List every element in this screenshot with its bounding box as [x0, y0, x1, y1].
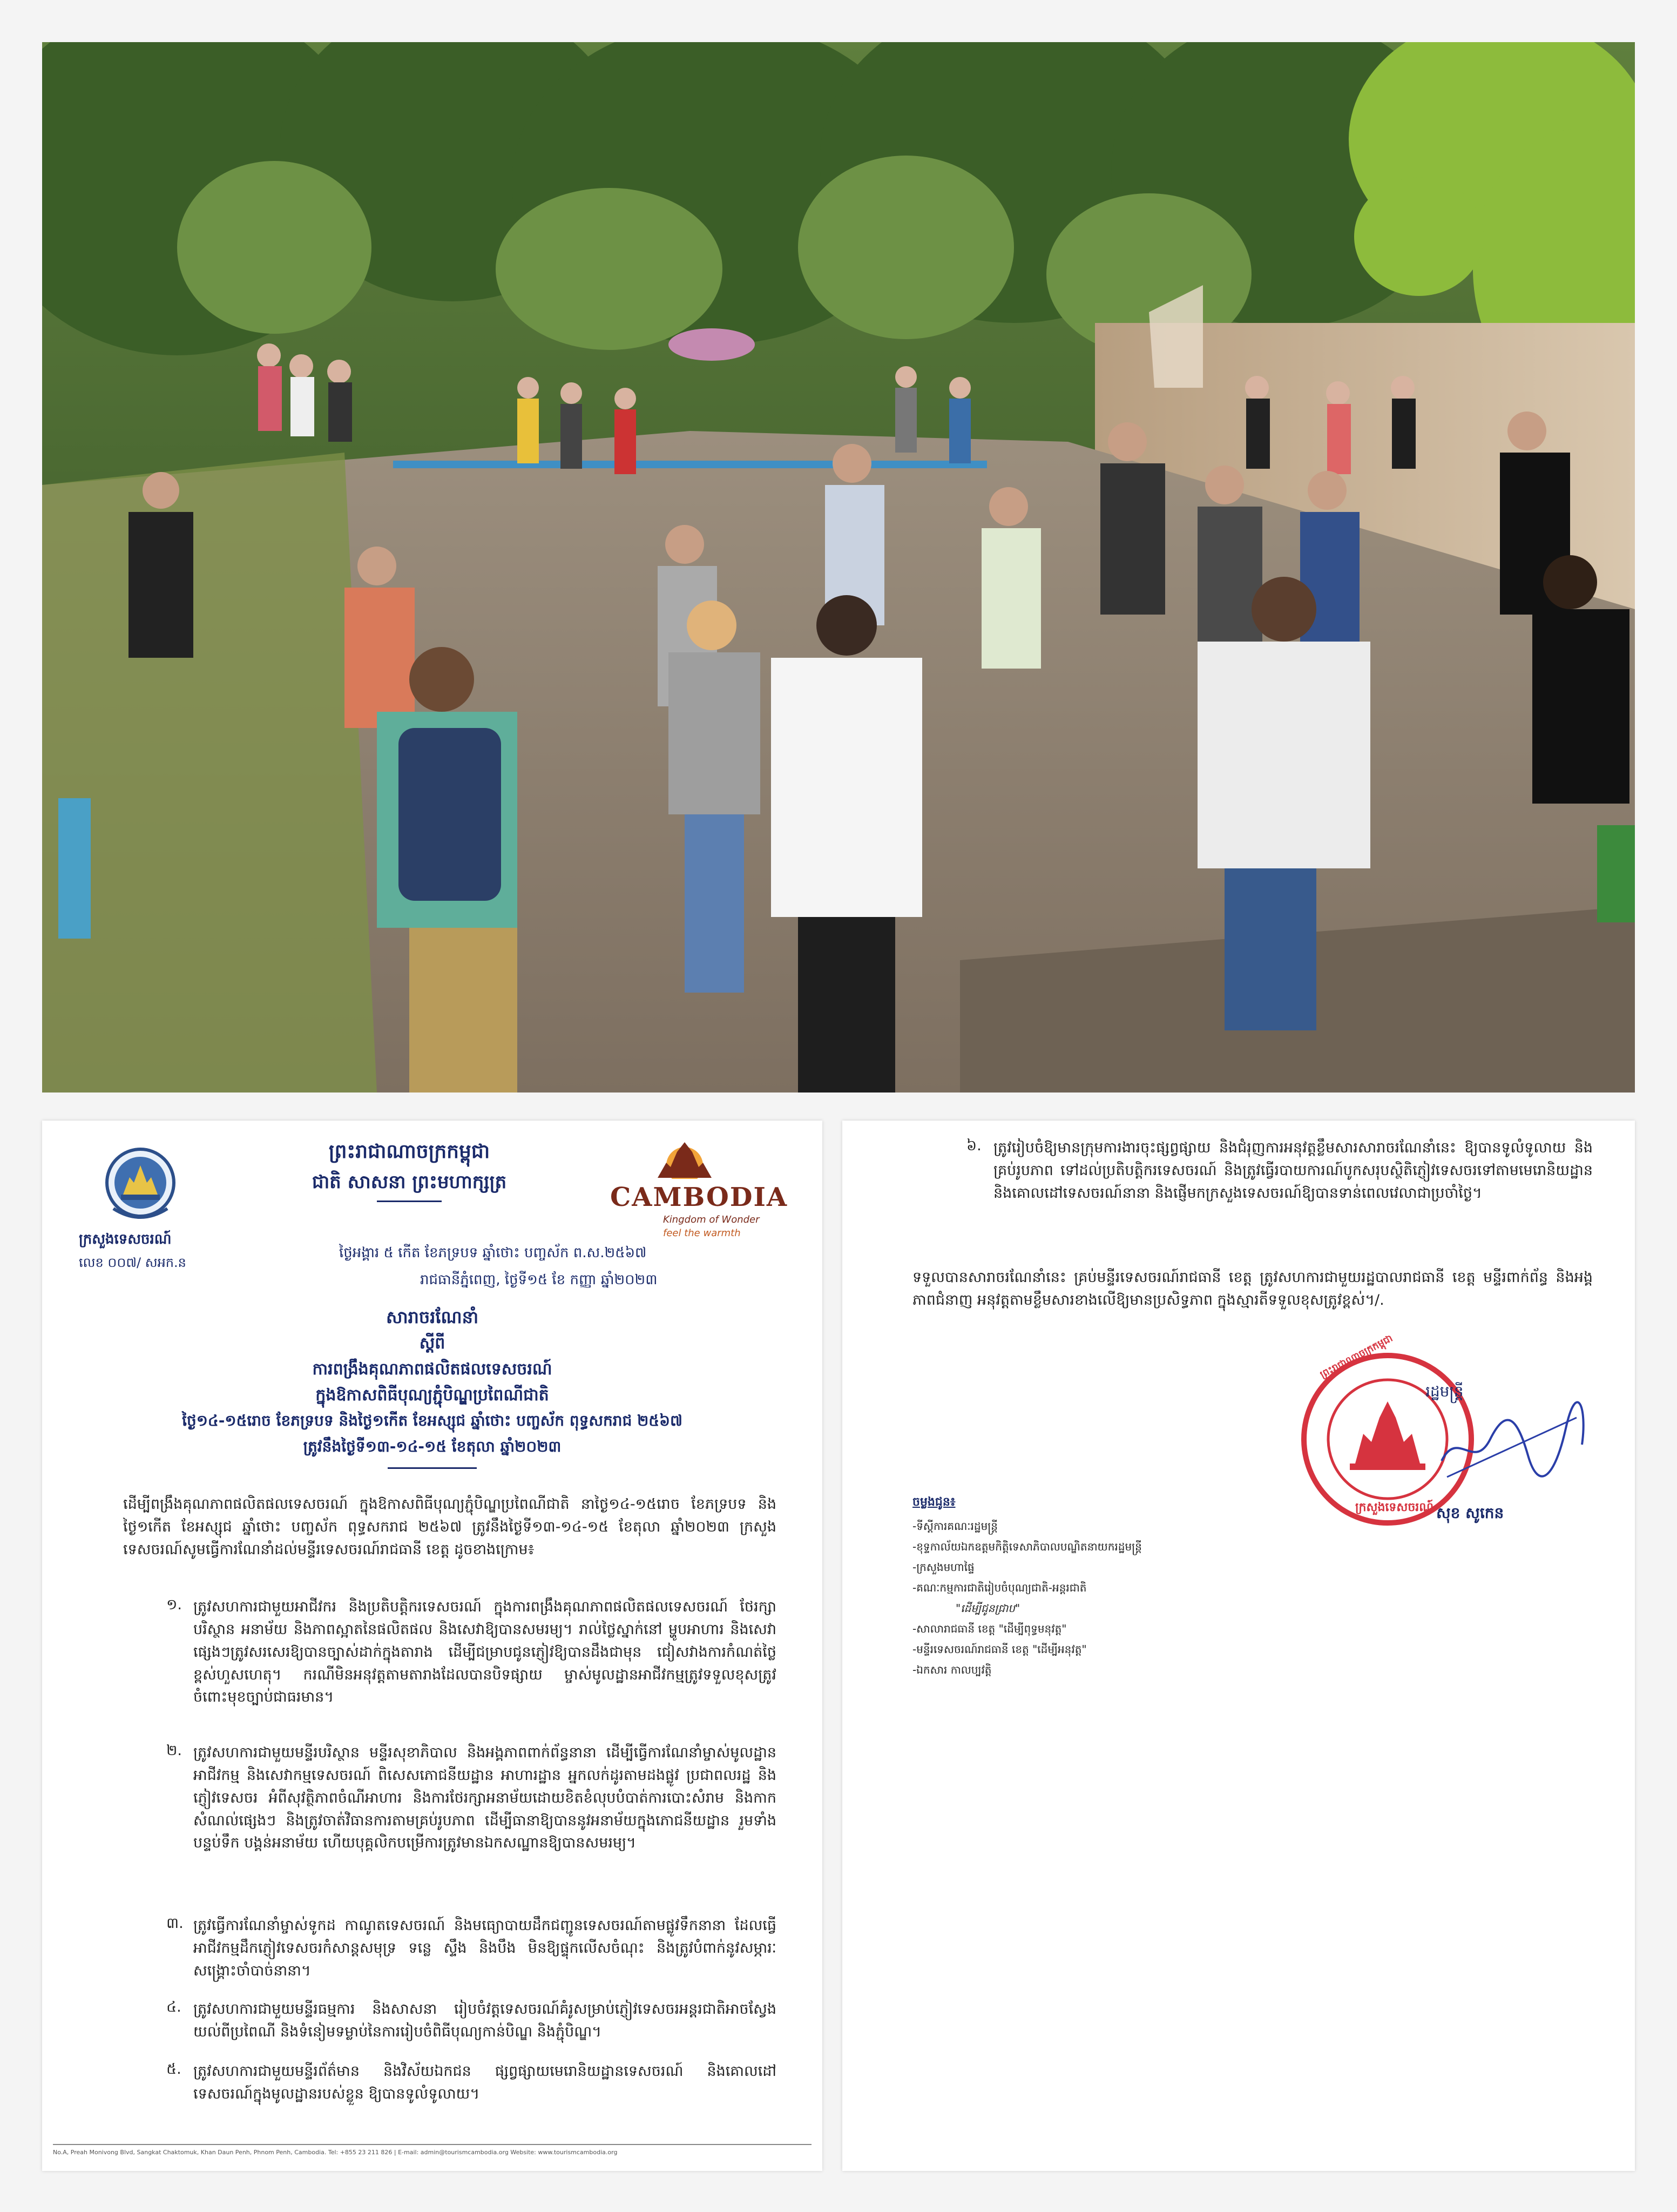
closing-paragraph: ទទួលបានសារាចរណែនាំនេះ គ្រប់មន្ទីរទេសចរណ៍រាជធានី ខេត្ត ត្រូវសហការជាមួយរដ្ឋបាលរាជធានី ខេត្ត មន្ទីរពាក់ព័ន្ធ និងអង្គភាពជំនាញ អនុវត្តតាមខ្លឹមសារខាងលើឱ្យមានប្រសិទ្ធភាព ក្នុងស្មារតីទទួលខុសត្រូវខ្ពស់។/.: [912, 1269, 1593, 1309]
seal-ministry-text: ក្រសួងទេសចរណ៍: [1355, 1501, 1434, 1514]
footer-address: No.A, Preah Monivong Blvd, Sangkat Chaktomuk, Khan Daun Penh, Phnom Penh, Cambodia. Tel: +855 23 211 826 | E-mail: admin@tourismcambodia.org Website: www.tourismcambodia.org: [53, 2149, 618, 2156]
motto-ornament: [377, 1201, 442, 1202]
item-3-text: ត្រូវធ្វើការណែនាំម្ចាស់ទូកដ កាណូតទេសចរណ៍ និងមធ្យោបាយដឹកជញ្ជូនទេសចរណ៍តាមផ្លូវទឹកនានា ដែលធ្វើអាជីវកម្មដឹកភ្ញៀវទេសចរកំសាន្តសមុទ្រ ទន្លេ ស្ទឹង និងបឹង មិនឱ្យផ្ទុកលើសចំណុះ និងត្រូវបំពាក់នូវសម្ភារៈសង្គ្រោះចាំបាច់នានា។: [193, 1917, 776, 1979]
circular-heading: សារាចរណែនាំ: [386, 1307, 479, 1327]
signatory-title: រដ្ឋមន្ត្រី: [1425, 1382, 1464, 1400]
cc-item: -ក្រសួងមហាផ្ទៃ: [912, 1561, 975, 1574]
heading-divider: [388, 1467, 477, 1469]
cc-title: ចម្លងជូន៖: [912, 1495, 956, 1509]
document-page-right: [842, 1121, 1635, 2171]
cc-item: "ដើម្បីជូនជ្រាប": [956, 1602, 1020, 1615]
item-1-number: ១.: [166, 1596, 182, 1613]
footer-rule: [53, 2144, 812, 2145]
item-6-text: ត្រូវរៀបចំឱ្យមានក្រុមការងារចុះផ្សព្វផ្សាយ និងជំរុញការអនុវត្តខ្លឹមសារសារាចរណែនាំនេះ ឱ្យបានទូលំទូលាយ និងគ្រប់រូបភាព ទៅដល់ប្រតិបត្តិករទេសចរណ៍ និងត្រូវធ្វើរបាយការណ៍បូកសរុបស្ថិតិភ្ញៀវទេសចរទៅតាមមេរោនិយដ្ឋាន និងគោលដៅទេសចរណ៍នានា និងផ្ញើមកក្រសួងទេសចរណ៍ឱ្យបានទាន់ពេលវេលាជាប្រចាំថ្ងៃ។: [993, 1139, 1593, 1202]
cc-item: -សាលារាជធានី ខេត្ត "ដើម្បីពុទ្ធមនុវត្ត": [912, 1622, 1067, 1635]
subject-line-1: ការពង្រឹងគុណភាពផលិតផលទេសចរណ៍: [312, 1360, 552, 1379]
item-6-number: ៦.: [966, 1137, 982, 1154]
lunar-date: ថ្ងៃអង្គារ ៥ កើត ខែភទ្របទ ឆ្នាំថោះ បញ្ចស័ក ព.ស.២៥៦៧: [339, 1245, 647, 1261]
item-5-number: ៥.: [166, 2061, 181, 2078]
national-motto: ជាតិ សាសនា ព្រះមហាក្សត្រ: [312, 1171, 507, 1193]
ministry-of-tourism-logo-icon: [103, 1145, 178, 1226]
cc-item: -មន្ទីរទេសចរណ៍រាជធានី ខេត្ត "ដើម្បីអនុវត្ត": [912, 1643, 1087, 1656]
document-page-left: [42, 1121, 822, 2171]
subject-line-3: ថ្ងៃ១៤-១៥រោច ខែភទ្របទ និងថ្ងៃ១កើត ខែអស្សុជ ឆ្នាំថោះ បញ្ចស័ក ពុទ្ធសករាជ ២៥៦៧: [182, 1412, 682, 1429]
kingdom-title: ព្រះរាជាណាចក្រកម្ពុជា: [328, 1141, 490, 1163]
cc-list: [912, 1516, 1290, 1680]
signature-icon: [1425, 1396, 1598, 1488]
item-2-number: ២.: [166, 1742, 182, 1759]
item-2-text: ត្រូវសហការជាមួយមន្ទីរបរិស្ថាន មន្ទីរសុខាភិបាល និងអង្គភាពពាក់ព័ន្ធនានា ដើម្បីធ្វើការណែនាំម្ចាស់មូលដ្ឋានអាជីវកម្ម និងសេវាកម្មទេសចរណ៍ ពិសេសភោជនីយដ្ឋាន អាហារដ្ឋាន អ្នកលក់ដូរតាមដងផ្លូវ ប្រជាពលរដ្ឋ និងភ្ញៀវទេសចរ អំពីសុវត្ថិភាពចំណីអាហារ និងការថែរក្សាអនាម័យដោយខិតខំលុបបំបាត់ការបោះសំរាម និងកាកសំណល់ផ្សេងៗ និងត្រូវចាត់វិធានការតាមគ្រប់រូបភាព ដើម្បីធានាឱ្យបាននូវអនាម័យក្នុងភោជនីយដ្ឋាន រួមទាំងបន្ទប់ទឹក បង្គន់អនាម័យ ហើយបុគ្គលិកបម្រើការត្រូវមានឯកសណ្ឋានឱ្យបានសមរម្យ។: [193, 1744, 776, 1852]
reference-number: លេខ ០០៧/ សអក.ន: [79, 1255, 186, 1270]
solar-date: រាជធានីភ្នំពេញ, ថ្ងៃទី១៥ ខែ កញ្ញា ឆ្នាំ២០២៣: [420, 1272, 658, 1288]
item-5-text: ត្រូវសហការជាមួយមន្ទីរព័ត៌មាន និងវិស័យឯកជន ផ្សព្វផ្សាយមេរោនិយដ្ឋានទេសចរណ៍ និងគោលដៅទេសចរណ៍ក្នុងមូលដ្ឋានរបស់ខ្លួន ឱ្យបានទូលំទូលាយ។: [193, 2063, 776, 2102]
brand-tagline: Kingdom of Wonder: [663, 1214, 760, 1225]
item-1-text: ត្រូវសហការជាមួយអាជីវករ និងប្រតិបត្តិករទេសចរណ៍ ក្នុងការពង្រឹងគុណភាពផលិតផលទេសចរណ៍ ថែរក្សាបរិស្ថាន អនាម័យ និងភាពស្អាតនៃផលិតផល និងសេវាឱ្យបានសមរម្យ។ រាល់ថ្លៃស្នាក់នៅ ម្ហូបអាហារ និងសេវាផ្សេងៗត្រូវសរសេរឱ្យបានច្បាស់ដាក់ក្នុងតារាង ដើម្បីជម្រាបជូនភ្ញៀវឱ្យបានដឹងជាមុន ជៀសវាងការកំណត់ថ្លៃខ្ពស់ហួសហេតុ។ ករណីមិនអនុវត្តតាមតារាងដែលបានបិទផ្សាយ ម្ចាស់មូលដ្ឋានអាជីវកម្មត្រូវទទួលខុសត្រូវចំពោះមុខច្បាប់ជាធរមាន។: [193, 1599, 776, 1706]
intro-paragraph: ដើម្បីពង្រឹងគុណភាពផលិតផលទេសចរណ៍ ក្នុងឱកាសពិធីបុណ្យភ្ជុំបិណ្ឌប្រពៃណីជាតិ នាថ្ងៃ១៤-១៥រោច ខែភទ្របទ និងថ្ងៃ១កើត ខែអស្សុជ ឆ្នាំថោះ បញ្ចស័ក ពុទ្ធសករាជ ២៥៦៧ ត្រូវនឹងថ្ងៃទី១៣-១៤-១៥ ខែតុលា ឆ្នាំ២០២៣ ក្រសួងទេសចរណ៍សូមធ្វើការណែនាំដល់មន្ទីរទេសចរណ៍រាជធានី ខេត្ត ដូចខាងក្រោម៖: [123, 1496, 776, 1558]
cc-item: -គណៈកម្មការជាតិរៀបចំបុណ្យជាតិ-អន្តរជាតិ: [912, 1581, 1087, 1594]
subject-line-4: ត្រូវនឹងថ្ងៃទី១៣-១៤-១៥ ខែតុលា ឆ្នាំ២០២៣: [303, 1438, 562, 1455]
item-4-number: ៤.: [166, 1999, 181, 2015]
seal-top-text: ព្រះរាជាណាចក្រកម្ពុជា: [1318, 1332, 1395, 1381]
cc-item: -ទីស្តីការគណៈរដ្ឋមន្ត្រី: [912, 1520, 998, 1533]
cambodia-brand-temple-icon: [647, 1141, 722, 1179]
subject-label: ស្តីពី: [419, 1334, 445, 1353]
item-4-text: ត្រូវសហការជាមួយមន្ទីរធម្មការ និងសាសនា រៀបចំវត្តទេសចរណ៍គំរូសម្រាប់ភ្ញៀវទេសចរអន្តរជាតិអាចស្វែងយល់ពីប្រពៃណី និងទំនៀមទម្លាប់នៃការរៀបចំពិធីបុណ្យកាន់បិណ្ឌ និងភ្ជុំបិណ្ឌ។: [193, 2001, 776, 2040]
brand-name: CAMBODIA: [610, 1182, 788, 1212]
signatory-name: សុខ សូកេន: [1436, 1504, 1504, 1522]
item-3-number: ៣.: [166, 1915, 184, 1932]
ministry-name: ក្រសួងទេសចរណ៍: [79, 1231, 172, 1247]
subject-line-2: ក្នុងឱកាសពិធីបុណ្យភ្ជុំបិណ្ឌប្រពៃណីជាតិ: [315, 1386, 549, 1405]
brand-tagline-2: feel the warmth: [663, 1228, 741, 1239]
crowd-waterfall-photo: [42, 42, 1635, 1092]
cc-item: -ខុទ្ទកាល័យឯកឧត្តមកិត្តិទេសាភិបាលបណ្ឌិតនាយករដ្ឋមន្ត្រី: [912, 1540, 1142, 1553]
cc-item: -ឯកសារ កាលប្បវត្តិ: [912, 1663, 992, 1676]
